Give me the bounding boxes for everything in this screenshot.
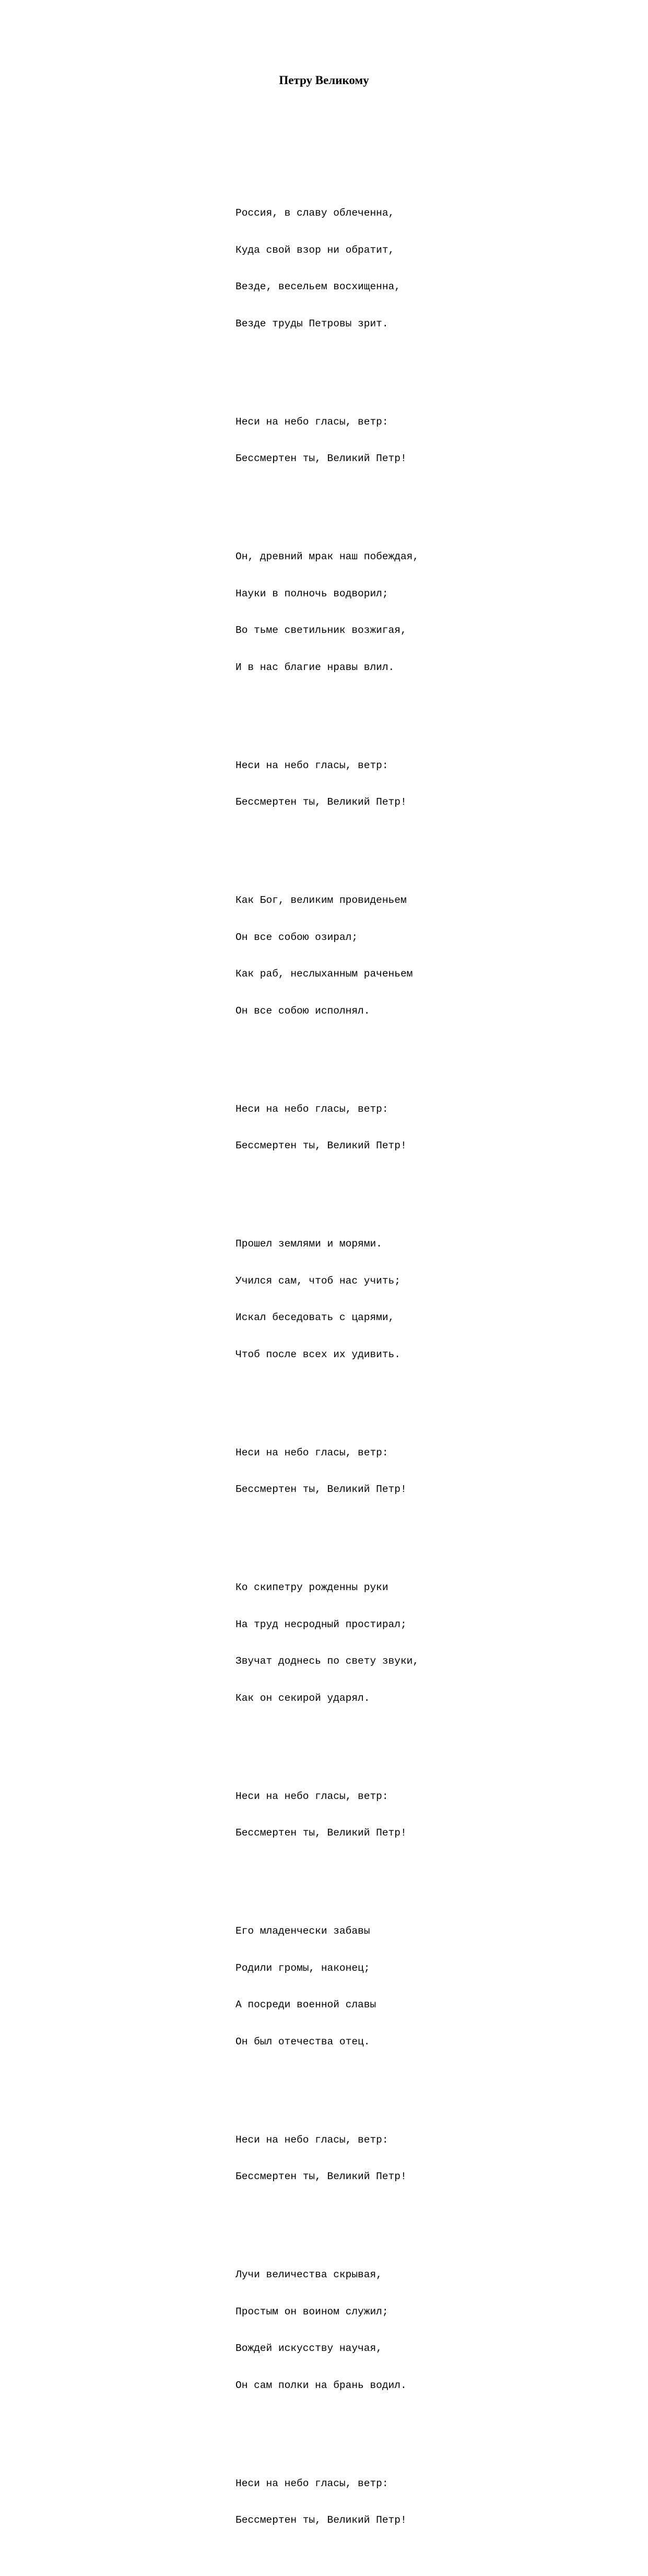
poem-line: Он сам полки на брань водил. [235, 2379, 407, 2391]
stanza [235, 1214, 419, 1385]
poem-line: Как Бог, великим провиденьем [235, 895, 407, 906]
poem-line: Неси на небо гласы, ветр: [235, 2134, 388, 2146]
poem-line: Россия, в славу облеченна, [235, 207, 395, 219]
stanza [235, 183, 419, 355]
refrain [235, 1079, 419, 1177]
poem-line: Куда свой взор ни обратит, [235, 244, 395, 256]
poem-line: Он, древний мрак наш побеждая, [235, 551, 419, 562]
stanza [235, 2244, 419, 2416]
poem-line: Неси на небо гласы, ветр: [235, 1446, 388, 1458]
poem-line: Он был отечества отец. [235, 2036, 370, 2048]
poem-line: Бессмертен ты, Великий Петр! [235, 796, 407, 808]
stanza [235, 870, 419, 1042]
poem-line: Во тьме светильник возжигая, [235, 625, 407, 636]
poem-line: Неси на небо гласы, ветр: [235, 416, 388, 428]
poem-line: Бессмертен ты, Великий Петр! [235, 2514, 407, 2526]
poem-line: Бессмертен ты, Великий Петр! [235, 1484, 407, 1495]
refrain [235, 735, 419, 833]
poem-line: Его младенчески забавы [235, 1925, 370, 1937]
poem-line: Как раб, неслыханным раченьем [235, 968, 413, 980]
poem-line: Бессмертен ты, Великий Петр! [235, 453, 407, 464]
poem-line: Прошел землями и морями. [235, 1238, 382, 1250]
poem-line: Везде труды Петровы зрит. [235, 317, 388, 330]
poem-line: Неси на небо гласы, ветр: [235, 1103, 388, 1115]
poem-line: Ко скипетру рожденны руки [235, 1582, 388, 1593]
poem-line: Науки в полночь водворил; [235, 587, 388, 599]
poem-line: Вождей искусству научая, [235, 2343, 382, 2354]
refrain [235, 2453, 419, 2551]
stanza [235, 526, 419, 698]
poem-line: Бессмертен ты, Великий Петр! [235, 2171, 407, 2182]
refrain [235, 2110, 419, 2208]
refrain [235, 1422, 419, 1521]
poem-line: И в нас благие нравы влил. [235, 661, 395, 673]
poem-line: Бессмертен ты, Великий Петр! [235, 1827, 407, 1839]
poem-line: Он все собою исполнял. [235, 1005, 370, 1017]
poem-line: Как он секирой ударял. [235, 1692, 370, 1704]
poem-line: Неси на небо гласы, ветр: [235, 759, 388, 771]
poem-line: Неси на небо гласы, ветр: [235, 1790, 388, 1802]
refrain [235, 1766, 419, 1864]
stanza [235, 1557, 419, 1729]
poem-line: Простым он воином служил; [235, 2306, 388, 2318]
poem-line: Бессмертен ты, Великий Петр! [235, 1140, 407, 1151]
stanza [235, 1901, 419, 2073]
poem-line: А посреди военной славы [235, 1999, 376, 2010]
poem-line: Родили громы, наконец; [235, 1962, 370, 1974]
poem-line: На труд несродный простирал; [235, 1618, 407, 1630]
poem-line: Лучи величества скрывая, [235, 2269, 382, 2280]
poem-line: Везде, весельем восхищенна, [235, 281, 400, 292]
poem-line: Чтоб после всех их удивить. [235, 1348, 400, 1360]
poem-line: Он все собою озирал; [235, 931, 358, 943]
poem-line: Звучат доднесь по свету звуки, [235, 1655, 419, 1667]
refrain [235, 392, 419, 490]
poem-line: Учился сам, чтоб нас учить; [235, 1275, 400, 1287]
poem-body [235, 158, 419, 2576]
poem-line: Неси на небо гласы, ветр: [235, 2477, 388, 2489]
page-title: Петру Великому [279, 74, 369, 87]
poem-line: Искал беседовать с царями, [235, 1312, 395, 1323]
